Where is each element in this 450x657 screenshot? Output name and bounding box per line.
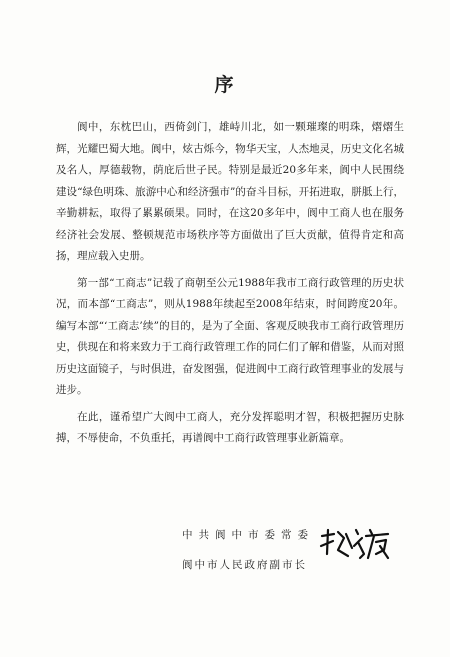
paragraph-3: 在此，谨希望广大阆中工商人，充分发挥聪明才智，积极把握历史脉搏，不辱使命，不负重托，再谱阆中工商行政管理事业新篇章。 (56, 410, 404, 444)
signature-block (182, 520, 314, 580)
preface-body (56, 117, 404, 455)
paragraph-2: 第一部“工商志”记载了商朝至公元1988年我市工商行政管理的历史状况，而本部“工商志”，则从1988年续起至2008年结束，时间跨度20年。编写本部“‘工商志’续”的目的，是为了全面、客观反映我市工商行政管理历史，供现在和将来致力于工商行政管理工作的同仁们了解和借鉴，从而对照历史这面镜子，与时俱进，奋发图强，促进阆中工商行政管理事业的发展与进步。 (56, 276, 404, 396)
paragraph-1: 阆中，东枕巴山，西倚剑门，雄峙川北，如一颗璀璨的明珠，熠熠生辉，光耀巴蜀大地。阆中，炫古烁今，物华天宝，人杰地灵，历史文化名城及名人，厚德载物，荫庇后世子民。特别是最近20多年来，阆中人民围绕建设“绿色明珠、旅游中心和经济强市”的奋斗目标，开拓进取，胼胝上行，辛勤耕耘，取得了累累硕果。同时，在这20多年中，阆中工商人也在服务经济社会发展、整顿规范市场秩序等方面做出了巨大贡献，值得肯定和高扬，理应载入史册。 (56, 121, 404, 262)
signer-title-2: 阆中市人民政府副市长 (182, 559, 307, 571)
handwritten-signature (318, 524, 393, 564)
page-title: 序 (214, 74, 236, 96)
signer-title-1: 中共阆中市委常委 (182, 529, 314, 541)
